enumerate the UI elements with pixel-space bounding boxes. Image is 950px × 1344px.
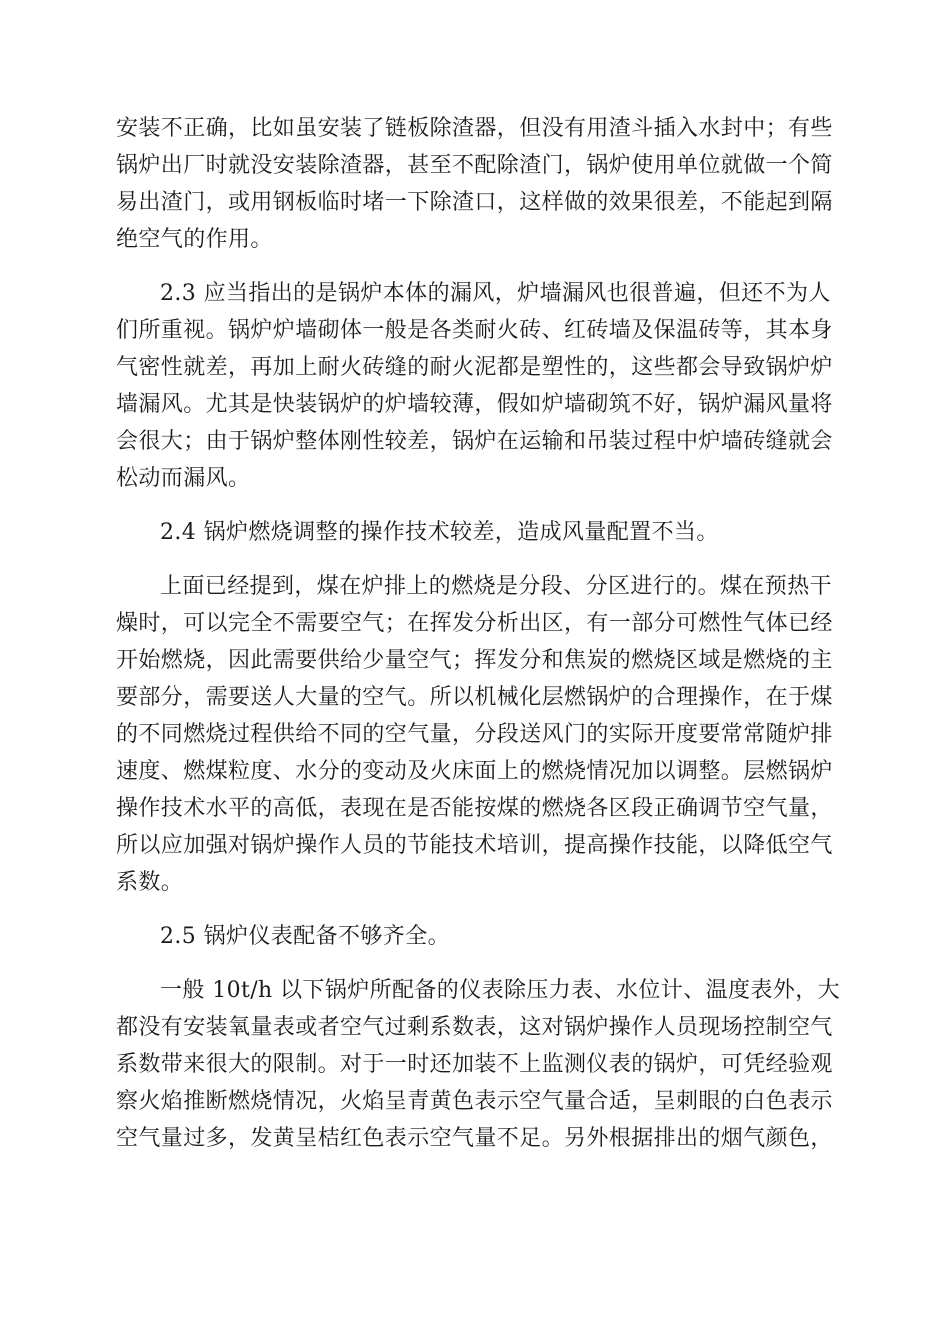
text-line: 绝空气的作用。 bbox=[116, 227, 273, 252]
text-line: 所以应加强对锅炉操作人员的节能技术培训，提高操作技能，以降低空气 bbox=[116, 833, 833, 858]
text-line: 的不同燃烧过程供给不同的空气量，分段送风门的实际开度要常常随炉排 bbox=[116, 722, 833, 747]
text-line: 气密性就差，再加上耐火砖缝的耐火泥都是塑性的，这些都会导致锅炉炉 bbox=[116, 355, 833, 380]
paragraph-2-5 bbox=[116, 918, 836, 955]
paragraph-combustion bbox=[116, 568, 836, 901]
text-line: 松动而漏风。 bbox=[116, 466, 251, 491]
text-line: 墙漏风。尤其是快装锅炉的炉墙较薄，假如炉墙砌筑不好，锅炉漏风量将 bbox=[116, 392, 833, 417]
text-line: 2.3 应当指出的是锅炉本体的漏风，炉墙漏风也很普遍，但还不为人 bbox=[160, 281, 831, 306]
text-line: 会很大；由于锅炉整体刚性较差，锅炉在运输和吊装过程中炉墙砖缝就会 bbox=[116, 429, 833, 454]
text-line: 空气量过多，发黄呈桔红色表示空气量不足。另外根据排出的烟气颜色， bbox=[116, 1126, 833, 1151]
text-line: 一般 10t/h 以下锅炉所配备的仪表除压力表、水位计、温度表外，大 bbox=[160, 978, 841, 1003]
text-line: 燥时，可以完全不需要空气；在挥发分析出区，有一部分可燃性气体已经 bbox=[116, 611, 833, 636]
text-line: 速度、燃煤粒度、水分的变动及火床面上的燃烧情况加以调整。层燃锅炉 bbox=[116, 759, 833, 784]
paragraph-instruments bbox=[116, 972, 841, 1157]
paragraph-2-4 bbox=[116, 514, 836, 551]
text-line: 们所重视。锅炉炉墙砌体一般是各类耐火砖、红砖墙及保温砖等，其本身 bbox=[116, 318, 833, 343]
text-line: 开始燃烧，因此需要供给少量空气；挥发分和焦炭的燃烧区域是燃烧的主 bbox=[116, 648, 833, 673]
document-page bbox=[116, 110, 841, 1157]
text-line: 操作技术水平的高低，表现在是否能按煤的燃烧各区段正确调节空气量， bbox=[116, 796, 833, 821]
text-line: 2.5 锅炉仪表配备不够齐全。 bbox=[160, 924, 450, 949]
text-line: 察火焰推断燃烧情况，火焰呈青黄色表示空气量合适，呈刺眼的白色表示 bbox=[116, 1089, 833, 1114]
text-line: 都没有安装氧量表或者空气过剩系数表，这对锅炉操作人员现场控制空气 bbox=[116, 1015, 833, 1040]
text-line: 安装不正确，比如虽安装了链板除渣器，但没有用渣斗插入水封中；有些 bbox=[116, 116, 833, 141]
paragraph-2-3 bbox=[116, 275, 836, 497]
text-line: 系数。 bbox=[116, 870, 184, 895]
text-line: 系数带来很大的限制。对于一时还加装不上监测仪表的锅炉，可凭经验观 bbox=[116, 1052, 833, 1077]
text-line: 要部分，需要送人大量的空气。所以机械化层燃锅炉的合理操作，在于煤 bbox=[116, 685, 833, 710]
text-line: 锅炉出厂时就没安装除渣器，甚至不配除渣门，锅炉使用单位就做一个简 bbox=[116, 153, 833, 178]
text-line: 易出渣门，或用钢板临时堵一下除渣口，这样做的效果很差，不能起到隔 bbox=[116, 190, 833, 215]
text-line: 上面已经提到，煤在炉排上的燃烧是分段、分区进行的。煤在预热干 bbox=[160, 574, 833, 599]
paragraph-1 bbox=[116, 110, 836, 258]
text-line: 2.4 锅炉燃烧调整的操作技术较差，造成风量配置不当。 bbox=[160, 520, 719, 545]
